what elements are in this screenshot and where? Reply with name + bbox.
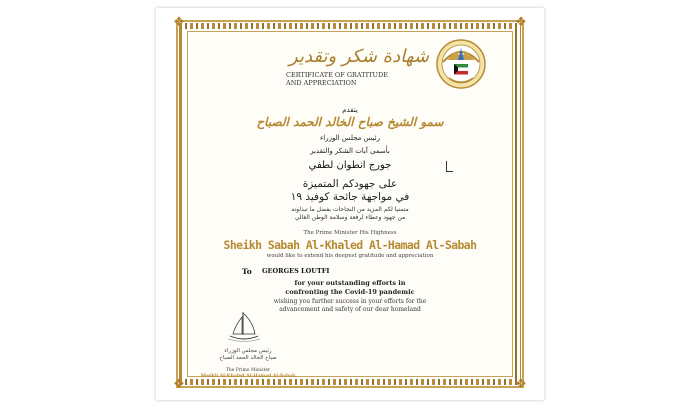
- english-wish: [156, 298, 544, 313]
- certificate: [156, 8, 544, 400]
- english-wish-line: advancement and safety of our dear homeland: [279, 305, 421, 313]
- arabic-presented: يتقدم: [342, 106, 358, 114]
- arabic-thanks: بأسمى آيات الشكر والتقدير: [310, 147, 390, 155]
- ornament-corner-icon: ❖: [515, 377, 527, 392]
- ornament-corner-icon: ❖: [173, 15, 185, 30]
- english-efforts-line: for your outstanding efforts in: [294, 279, 406, 287]
- certificate-title-english: [286, 72, 416, 87]
- ornament-corner-icon: ❖: [515, 15, 527, 30]
- certificate-title-arabic: شهادة شكر وتقدير: [289, 46, 429, 67]
- title-en-line: AND APPRECIATION: [286, 78, 357, 87]
- title-en-line: CERTIFICATE OF GRATITUDE: [286, 71, 388, 79]
- english-efforts-line: confronting the Covid-19 pandemic: [285, 287, 415, 296]
- ornament-corner-icon: ❖: [173, 377, 185, 392]
- signature-english-title: The Prime Minister: [225, 368, 271, 373]
- english-recipient: GEORGES LOUTFI: [262, 267, 330, 275]
- sailboat-icon: [226, 308, 262, 344]
- english-gratitude-line: would like to extend his deepest gratitude and appreciation: [266, 253, 434, 259]
- signature-english: [198, 368, 298, 380]
- english-efforts: [156, 279, 544, 296]
- recipient-mark: [446, 161, 453, 172]
- signature-arabic: [198, 348, 298, 361]
- signature-english-name: Sheikh Al-Khaled Al-Hamad Al-Sabah: [200, 374, 296, 379]
- arabic-wish-line: من جهود وعطاء لرفعة وسلامة الوطن الغالي: [294, 214, 406, 221]
- english-prime-minister: The Prime Minister His Highness: [303, 230, 397, 236]
- arabic-efforts-line: في مواجهة جائحة كوفيد ١٩: [290, 191, 410, 203]
- kuwait-emblem-icon: [435, 38, 487, 90]
- english-sender-name: Sheikh Sabah Al-Khaled Al-Hamad Al-Sabah: [223, 238, 477, 252]
- arabic-sender-name: سمو الشيخ صباح الخالد الحمد الصباح: [256, 115, 444, 129]
- arabic-efforts-line: على جهودكم المتميزة: [302, 178, 398, 190]
- english-wish-line: wishing you further success in your efforts for the: [273, 298, 427, 305]
- arabic-recipient: جورج انطوان لطفي: [308, 160, 392, 171]
- signature-arabic-line: صباح الخالد الحمد الصباح: [219, 354, 277, 361]
- english-to-label: To: [242, 267, 252, 276]
- arabic-sender-title: رئيس مجلس الوزراء: [319, 134, 381, 142]
- arabic-wish-line: متمنيا لكم المزيد من النجاحات بفضل ما تبذلونه: [291, 206, 409, 213]
- signature-arabic-line: رئيس مجلس الوزراء: [224, 348, 272, 354]
